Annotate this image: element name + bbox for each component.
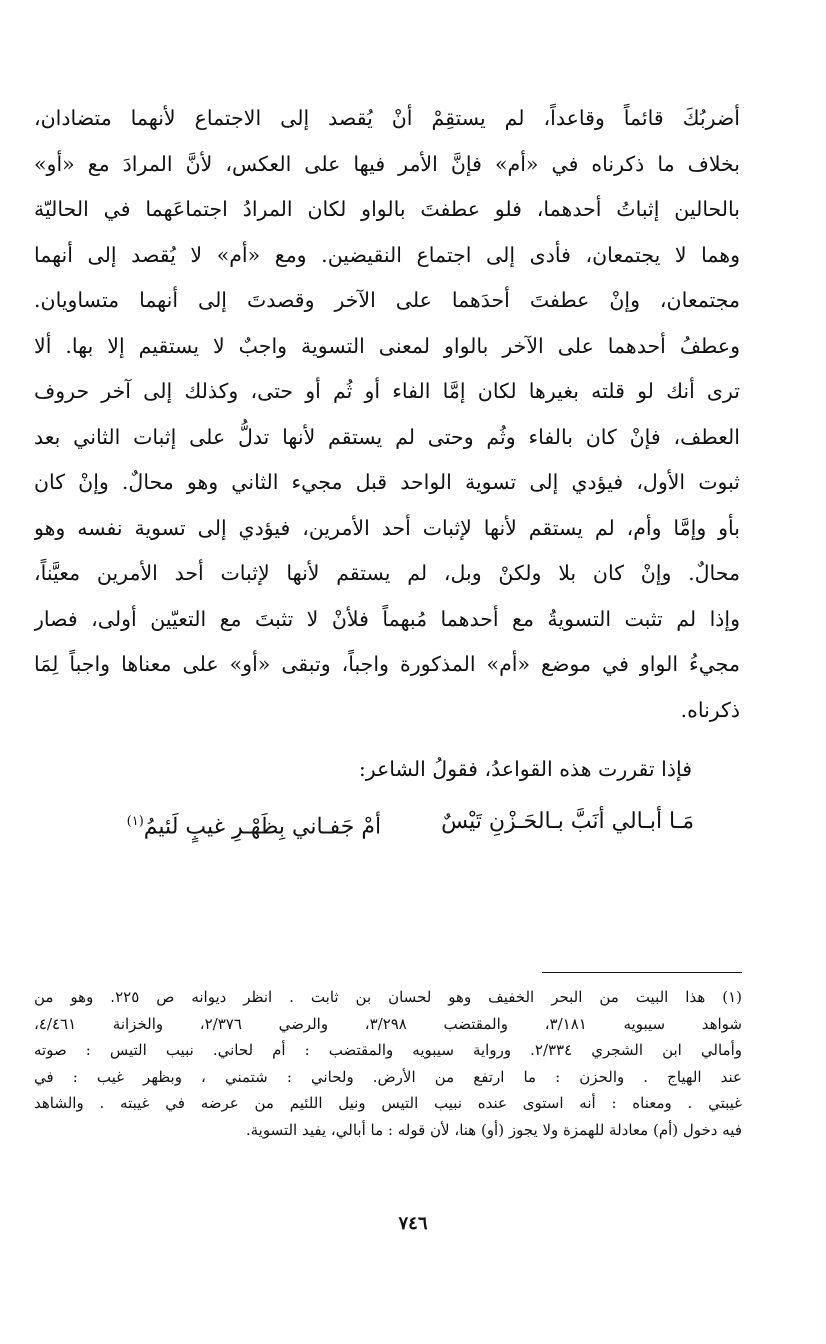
- verse-second-hemistich-text: أمْ جَفـاني بِظَهْـرِ غيبٍ لَئيمُ: [143, 813, 382, 839]
- footnote-line: شواهد سيبويه ٣/١٨١، والمقتضب ٣/٢٩٨، والرضي ٢/٣٧٦، والخزانة ٤/٤٦١،: [34, 1014, 742, 1033]
- verse-first-hemistich: مَـا أبـالي أنَبَّ بـالحَـزْنِ تَيْسٌ: [441, 808, 694, 834]
- body-line: أضربُكَ قائماً وقاعداً، لم يستقِمْ أنْ يُقصد إلى الاجتماع لأنهما متضادان،: [34, 106, 740, 130]
- body-line: العطف، فإنْ كان بالفاء وثُم وحتى لم يستقم لأنها تدلُّ على إثبات الثاني بعد: [34, 424, 740, 449]
- body-line: محالٌ. وإنْ كان بلا ولكنْ وبل، لم يستقم لأنها لإثبات أحد الأمرين معيَّناً،: [34, 561, 740, 585]
- footnote-line: وأمالي ابن الشجري ٢/٣٣٤. ورواية سيبويه والمقتضب : أم لحاني. نبيب التيس : صوته: [34, 1041, 742, 1059]
- body-line: بالحالين إثباتُ أحدهما، فلو عطفتَ بالواو لكان المرادُ اجتماعَهما في الحاليّة: [34, 197, 740, 221]
- footnote-marker: (١): [126, 813, 144, 829]
- footnote-line: (١) هذا البيت من البحر الخفيف وهو لحسان بن ثابت . انظر ديوانه ص ٢٢٥. وهو من: [34, 988, 742, 1006]
- body-line: ترى أنك لو قلته بغيرها لكان إمَّا الفاء أو ثُم أو حتى، وكذلك إلى آخر حروف: [34, 379, 740, 403]
- footnote-line: فيه دخول (أم) معادلة للهمزة ولا يجوز (أو) هنا، لأن قوله : ما أبالي، يفيد التسوية.: [245, 1120, 742, 1139]
- body-line: وإذا لم تثبت التسويةُ مع أحدهما مُبهماً فلأنْ لا تثبتَ مع التعيّين أولى، فصار: [34, 606, 740, 631]
- footnote-line: عند الهياج . والحزن : ما ارتفع من الأرض. ولحاني : شتمني ، وبظهر غيب : في: [34, 1067, 742, 1086]
- body-line: ثبوت الأول، فيؤدي إلى تسوية الواحد قبل مجيء الثاني وهو محالٌ. وإنْ كان: [34, 470, 740, 494]
- main-text: [34, 96, 740, 847]
- body-line: مجيءُ الواو في موضع «أم» المذكورة واجباً، وتبقى «أو» على معناها واجباً لِمَا: [34, 652, 740, 676]
- footnotes: [34, 984, 742, 1143]
- body-line: وهما لا يجتمعان، فأدى إلى اجتماع النقيضين. ومع «أم» لا يُقصد إلى أنهما: [34, 242, 740, 267]
- body-line: بأو وإمَّا وأم، لم يستقم لأنها لإثبات أحد الأمرين، فيؤدي إلى تسوية نفسه وهو: [34, 515, 740, 540]
- body-line: مجتمعان، وإنْ عطفتَ أحدَهما على الآخر وقصدتَ إلى أنهما متساويان.: [34, 288, 740, 312]
- body-line: بخلاف ما ذكرناه في «أم» فإنَّ الأمر فيها على العكس، لأنَّ المرادَ مع «أو»: [34, 151, 740, 176]
- body-line: ذكرناه.: [680, 697, 740, 722]
- verse-second-hemistich: [127, 797, 381, 847]
- footnote-line: غيبتي . ومعناه : أنه استوى عنده نبيب التيس ونيل اللئيم من عرضه في غيبته . والشاهد: [34, 1094, 742, 1112]
- page-number: ٧٤٦: [398, 1213, 428, 1234]
- poetry-verse: [34, 797, 740, 847]
- body-line: وعطفُ أحدهما على الآخر بالواو لمعنى التسوية واجبٌ لا يستقيم إلا بها. ألا: [34, 333, 740, 358]
- poet-intro-line: فإذا تقررت هذه القواعدُ، فقولُ الشاعر:: [358, 757, 692, 781]
- footnote-divider: [542, 972, 742, 973]
